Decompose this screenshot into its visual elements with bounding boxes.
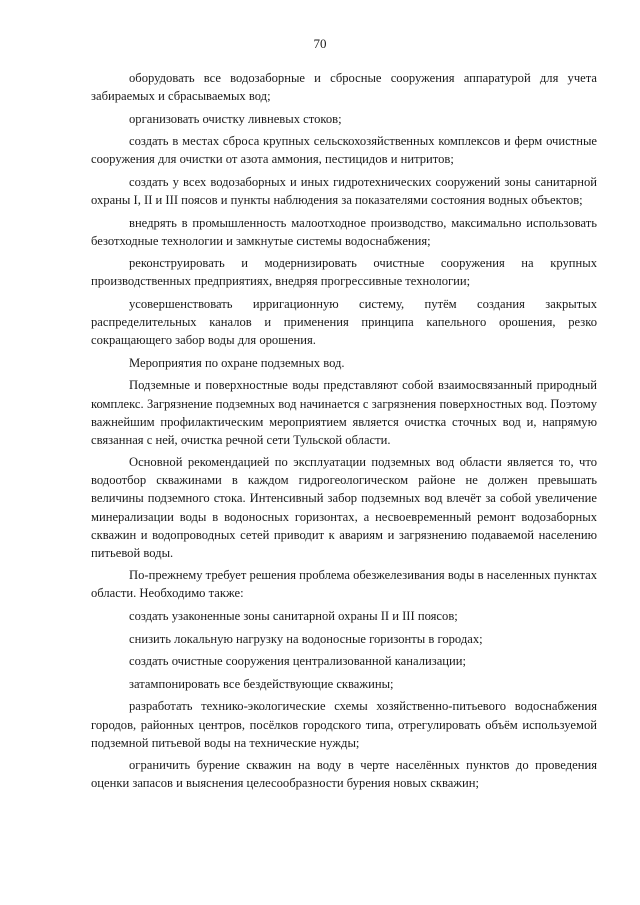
paragraph-7: усовершенствовать ирригационную систему, путём создания закрытых распределительных каналов и применения принципа капельного орошения, резко сокращающего забор воды для орошения. — [91, 297, 597, 348]
paragraph-4: создать у всех водозаборных и иных гидротехнических сооружений зоны санитарной охраны I, II и III поясов и пункты наблюдения за показателями состояния водных объектов; — [91, 174, 597, 208]
paragraph-10: Основной рекомендацией по эксплуатации подземных вод области является то, что водоотбор скважинами в каждом гидрогеологическом районе не должен превышать величины подземного стока. Интенсивный забор подземных вод влечёт за собой увеличение минерализации воды в водоносных горизонтах, а несвоевременный ремонт водозаборных скважин и водопроводных сетей приводит к авариям и загрязнению подаваемой населению питьевой воды. — [91, 455, 597, 560]
paragraph-3: создать в местах сброса крупных сельскохозяйственных комплексов и ферм очистные сооружения для очистки от азота аммония, пестицидов и нитритов; — [91, 134, 597, 167]
paragraph-9: Подземные и поверхностные воды представляют собой взаимосвязанный природный комплекс. Загрязнение подземных вод начинается с загрязнения поверхностных вод. Поэтому важнейшим профилактическим мероприятием является очистка сточных вод и, напрямую связанная с ней, очистка речной сети Тульской области. — [91, 378, 597, 447]
page-number: 70 — [313, 36, 327, 51]
paragraph-15: затампонировать все бездействующие скважины; — [129, 676, 394, 691]
paragraph-11: По-прежнему требует решения проблема обезжелезивания воды в населенных пунктах области. Необходимо также: — [91, 568, 597, 601]
document-body — [91, 69, 597, 792]
paragraph-17: ограничить бурение скважин на воду в черте населённых пунктов до проведения оценки запасов и выяснения целесообразности бурения новых скважин; — [91, 758, 597, 791]
paragraph-12: создать узаконенные зоны санитарной охраны II и III поясов; — [129, 609, 458, 624]
paragraph-6: реконструировать и модернизировать очистные сооружения на крупных производственных предприятиях, внедряя прогрессивные технологии; — [91, 256, 597, 289]
paragraph-1: оборудовать все водозаборные и сбросные сооружения аппаратурой для учета забираемых и сбрасываемых вод; — [91, 71, 597, 104]
section-heading: Мероприятия по охране подземных вод. — [129, 355, 345, 370]
paragraph-13: снизить локальную нагрузку на водоносные горизонты в городах; — [129, 631, 483, 646]
paragraph-14: создать очистные сооружения централизованной канализации; — [129, 654, 467, 669]
paragraph-2: организовать очистку ливневых стоков; — [129, 111, 342, 126]
paragraph-5: внедрять в промышленность малоотходное производство, максимально использовать безотходные технологии и замкнутые системы водоснабжения; — [91, 215, 597, 248]
paragraph-16: разработать технико-экологические схемы хозяйственно-питьевого водоснабжения городов, районных центров, посёлков городского типа, отрегулировать объём используемой подземной питьевой воды на технические нужды; — [91, 699, 597, 750]
